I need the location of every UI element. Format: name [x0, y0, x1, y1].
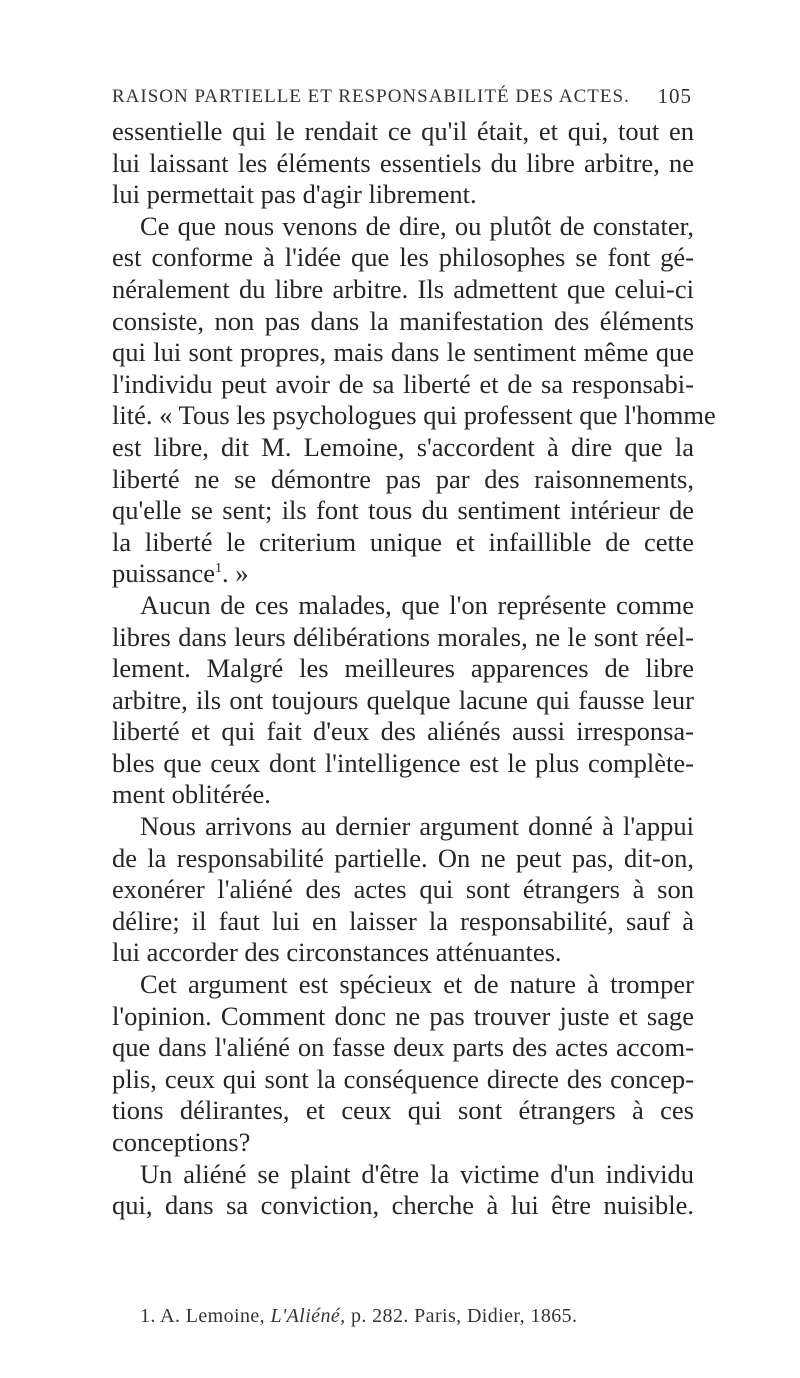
- text-line: de la responsabilité partielle. On ne peut pas, dit-on,: [112, 842, 694, 873]
- text-line: Aucun de ces malades, que l'on représente comme: [140, 589, 694, 620]
- text-line: lui permettait pas d'agir librement.: [112, 179, 477, 210]
- text-line: liberté ne se démontre pas par des raisonnements,: [112, 463, 694, 494]
- footnote-number: 1.: [140, 1305, 156, 1327]
- text-line: Ce que nous venons de dire, ou plutôt de constater,: [140, 210, 694, 241]
- footnote: [140, 1305, 696, 1328]
- text-line: qu'elle se sent; ils font tous du sentiment intérieur de: [112, 495, 694, 526]
- text-line: tions délirantes, et ceux qui sont étrangers à ces: [112, 1095, 694, 1126]
- text-line: est conforme à l'idée que les philosophes se font gé-: [112, 242, 694, 273]
- footnote-reference: 1: [215, 561, 223, 577]
- page-number: 105: [657, 84, 692, 108]
- text-line: que dans l'aliéné on fasse deux parts des actes accom-: [112, 1032, 694, 1063]
- text-line: bles que ceux dont l'intelligence est le plus complète-: [112, 747, 694, 778]
- text-line: est libre, dit M. Lemoine, s'accordent à dire que la: [112, 431, 694, 462]
- text-line: conceptions?: [112, 1127, 251, 1157]
- text-line: Nous arrivons au dernier argument donné à l'appui: [140, 811, 694, 842]
- quote-close: . »: [222, 558, 249, 589]
- running-header: [112, 86, 692, 108]
- text-line: ment oblitérée.: [112, 779, 271, 810]
- footnote-title: L'Aliéné,: [270, 1305, 346, 1327]
- text-line: lui laissant les éléments essentiels du libre arbitre, ne: [112, 147, 694, 178]
- text-line: délire; il faut lui en laisser la responsabilité, sauf à: [112, 905, 694, 936]
- text-line: lui accorder des circonstances atténuantes.: [112, 937, 562, 968]
- text-line: l'individu peut avoir de sa liberté et de sa responsabi-: [112, 368, 694, 399]
- footnote-details: p. 282. Paris, Didier, 1865.: [350, 1305, 578, 1327]
- text-line: néralement du libre arbitre. Ils admettent que celui-ci: [112, 273, 694, 304]
- text-line: plis, ceux qui sont la conséquence directe des concep-: [112, 1063, 694, 1094]
- quote-end-word: puissance: [112, 558, 216, 589]
- text-line: arbitre, ils ont toujours quelque lacune qui fausse leur: [112, 684, 694, 715]
- running-title: RAISON PARTIELLE ET RESPONSABILITÉ DES ACTES.: [112, 86, 630, 107]
- text-line: l'opinion. Comment donc ne pas trouver juste et sage: [112, 1000, 694, 1031]
- text-line: exonérer l'aliéné des actes qui sont étrangers à son: [112, 874, 694, 905]
- text-line: Cet argument est spécieux et de nature à tromper: [140, 969, 694, 1000]
- text-line: lement. Malgré les meilleures apparences de libre: [112, 653, 694, 684]
- main-text: [112, 116, 716, 1222]
- text-line: [112, 558, 694, 590]
- text-line: qui lui sont propres, mais dans le sentiment même que: [112, 337, 694, 368]
- text-line: consiste, non pas dans la manifestation des éléments: [112, 305, 694, 336]
- text-line: libres dans leurs délibérations morales, ne le sont réel-: [112, 621, 694, 652]
- text-line: liberté et qui fait d'eux des aliénés aussi irresponsa-: [112, 716, 694, 747]
- text-line: Un aliéné se plaint d'être la victime d'un individu: [140, 1158, 694, 1189]
- text-line: qui, dans sa conviction, cherche à lui être nuisible.: [112, 1190, 694, 1221]
- text-line: lité. « Tous les psychologues qui professent que l'homme: [112, 400, 716, 431]
- footnote-author: A. Lemoine,: [160, 1305, 266, 1327]
- text-line: essentielle qui le rendait ce qu'il était, et qui, tout en: [112, 116, 694, 146]
- text-line: la liberté le criterium unique et infaillible de cette: [112, 526, 694, 557]
